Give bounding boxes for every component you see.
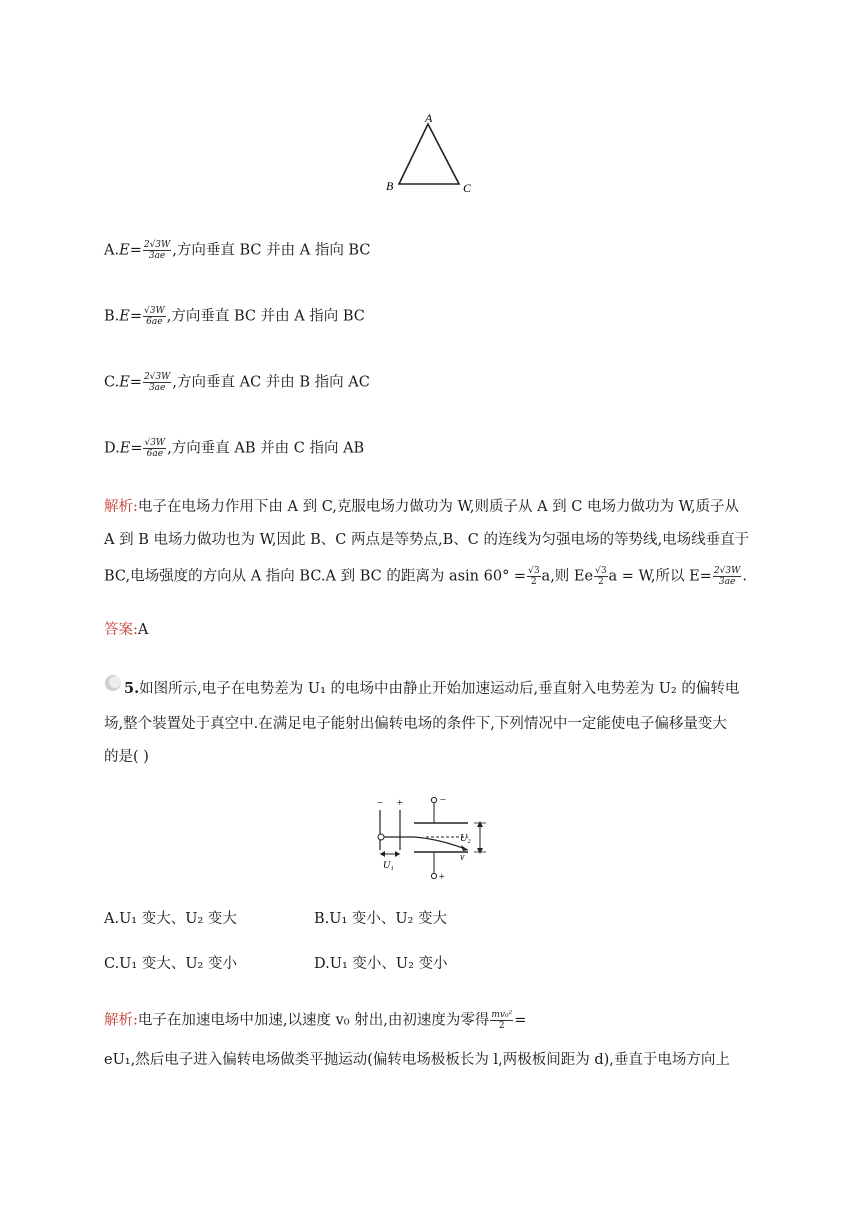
analysis-label: 解析: xyxy=(104,499,138,515)
fraction: $\frac{2√3W}{3ae}$ xyxy=(143,240,171,261)
fraction: $\frac{√3W}{6ae}$ xyxy=(144,306,165,327)
q5-stem-line-3: 的是( ) xyxy=(104,749,149,765)
q4-option-d[interactable]: D.E= $\frac{√3W}{6ae}$ ,方向垂直 AB 并由 C 指向 AB xyxy=(104,438,365,459)
q4-option-a[interactable]: A.E= $\frac{2√3W}{3ae}$ ,方向垂直 BC 并由 A 指向 BC xyxy=(104,240,371,261)
answer-value: A xyxy=(137,622,149,638)
q4-analysis-line-2: A 到 B 电场力做功也为 W,因此 B、C 两点是等势点,B、C 的连线为匀强电场的等势线,电场线垂直于 xyxy=(104,532,750,548)
fraction: $\frac{√3}{2}$ xyxy=(528,566,540,587)
question-number: 5. xyxy=(124,680,140,697)
q5-analysis-line-1: 解析:电子在加速电场中加速,以速度 v₀ 射出,由初速度为零得 $\frac{\text{mv₀²}}{2}$ = xyxy=(104,1010,527,1031)
q4-analysis-line-1: 解析:电子在电场力作用下由 A 到 C,克服电场力做功为 W,则质子从 A 到 C 电场力做功为 W,质子从 xyxy=(104,499,740,515)
q4-option-b[interactable]: B.E= $\frac{√3W}{6ae}$ ,方向垂直 BC 并由 A 指向 BC xyxy=(104,306,365,327)
u1-label: U₁ xyxy=(383,860,394,871)
top-terminal-sign: − xyxy=(439,794,447,806)
q5-option-a[interactable]: A.U₁ 变大、U₂ 变大 xyxy=(104,911,237,927)
fraction: $\frac{2√3W}{3ae}$ xyxy=(143,372,171,393)
vertex-label-a: A xyxy=(425,111,433,125)
vertex-label-b: B xyxy=(386,179,394,193)
vertex-label-c: C xyxy=(463,181,472,195)
analysis-label: 解析: xyxy=(104,1012,138,1029)
question-marker-icon xyxy=(104,674,122,692)
fraction: $\frac{\text{mv₀²}}{2}$ xyxy=(491,1010,513,1031)
q5-option-d[interactable]: D.U₁ 变小、U₂ 变小 xyxy=(314,956,448,972)
q4-answer xyxy=(104,620,148,640)
velocity-label: v xyxy=(460,852,465,863)
fraction: $\frac{√3W}{6ae}$ xyxy=(144,438,166,459)
triangle-figure xyxy=(380,110,480,200)
answer-label: 答案: xyxy=(104,622,138,638)
u2-label: U₂ xyxy=(460,833,471,844)
q5-option-c[interactable]: C.U₁ 变大、U₂ 变小 xyxy=(104,956,237,972)
q5-analysis-line-2: eU₁,然后电子进入偏转电场做类平抛运动(偏转电场极板长为 l,两极板间距为 d),垂直于电场方向上 xyxy=(104,1052,730,1068)
deflection-circuit-figure xyxy=(370,790,500,890)
q5-option-b[interactable]: B.U₁ 变小、U₂ 变大 xyxy=(314,911,448,927)
fraction: $\frac{2√3W}{3ae}$ xyxy=(713,566,741,587)
q5-stem-line-2: 场,整个装置处于真空中.在满足电子能射出偏转电场的条件下,下列情况中一定能使电子偏移量变大 xyxy=(104,716,727,732)
q4-option-c[interactable]: C.E= $\frac{2√3W}{3ae}$ ,方向垂直 AC 并由 B 指向 AC xyxy=(104,372,370,393)
fraction: $\frac{√3}{2}$ xyxy=(595,566,607,587)
q5-stem-line-1: 5.如图所示,电子在电势差为 U₁ 的电场中由静止开始加速运动后,垂直射入电势差为 U₂ 的偏转电 xyxy=(124,680,740,697)
plus-sign: + xyxy=(396,797,404,809)
bottom-terminal-sign: + xyxy=(438,871,446,883)
q4-analysis-line-3: BC,电场强度的方向从 A 指向 BC.A 到 BC 的距离为 asin 60° = $\frac{√3}{2}$ a,则 Ee $\frac{√3}{2}$ a = W,所以 E= $\frac{2√3W}{3ae}$ . xyxy=(104,566,747,587)
minus-sign: − xyxy=(376,797,384,809)
